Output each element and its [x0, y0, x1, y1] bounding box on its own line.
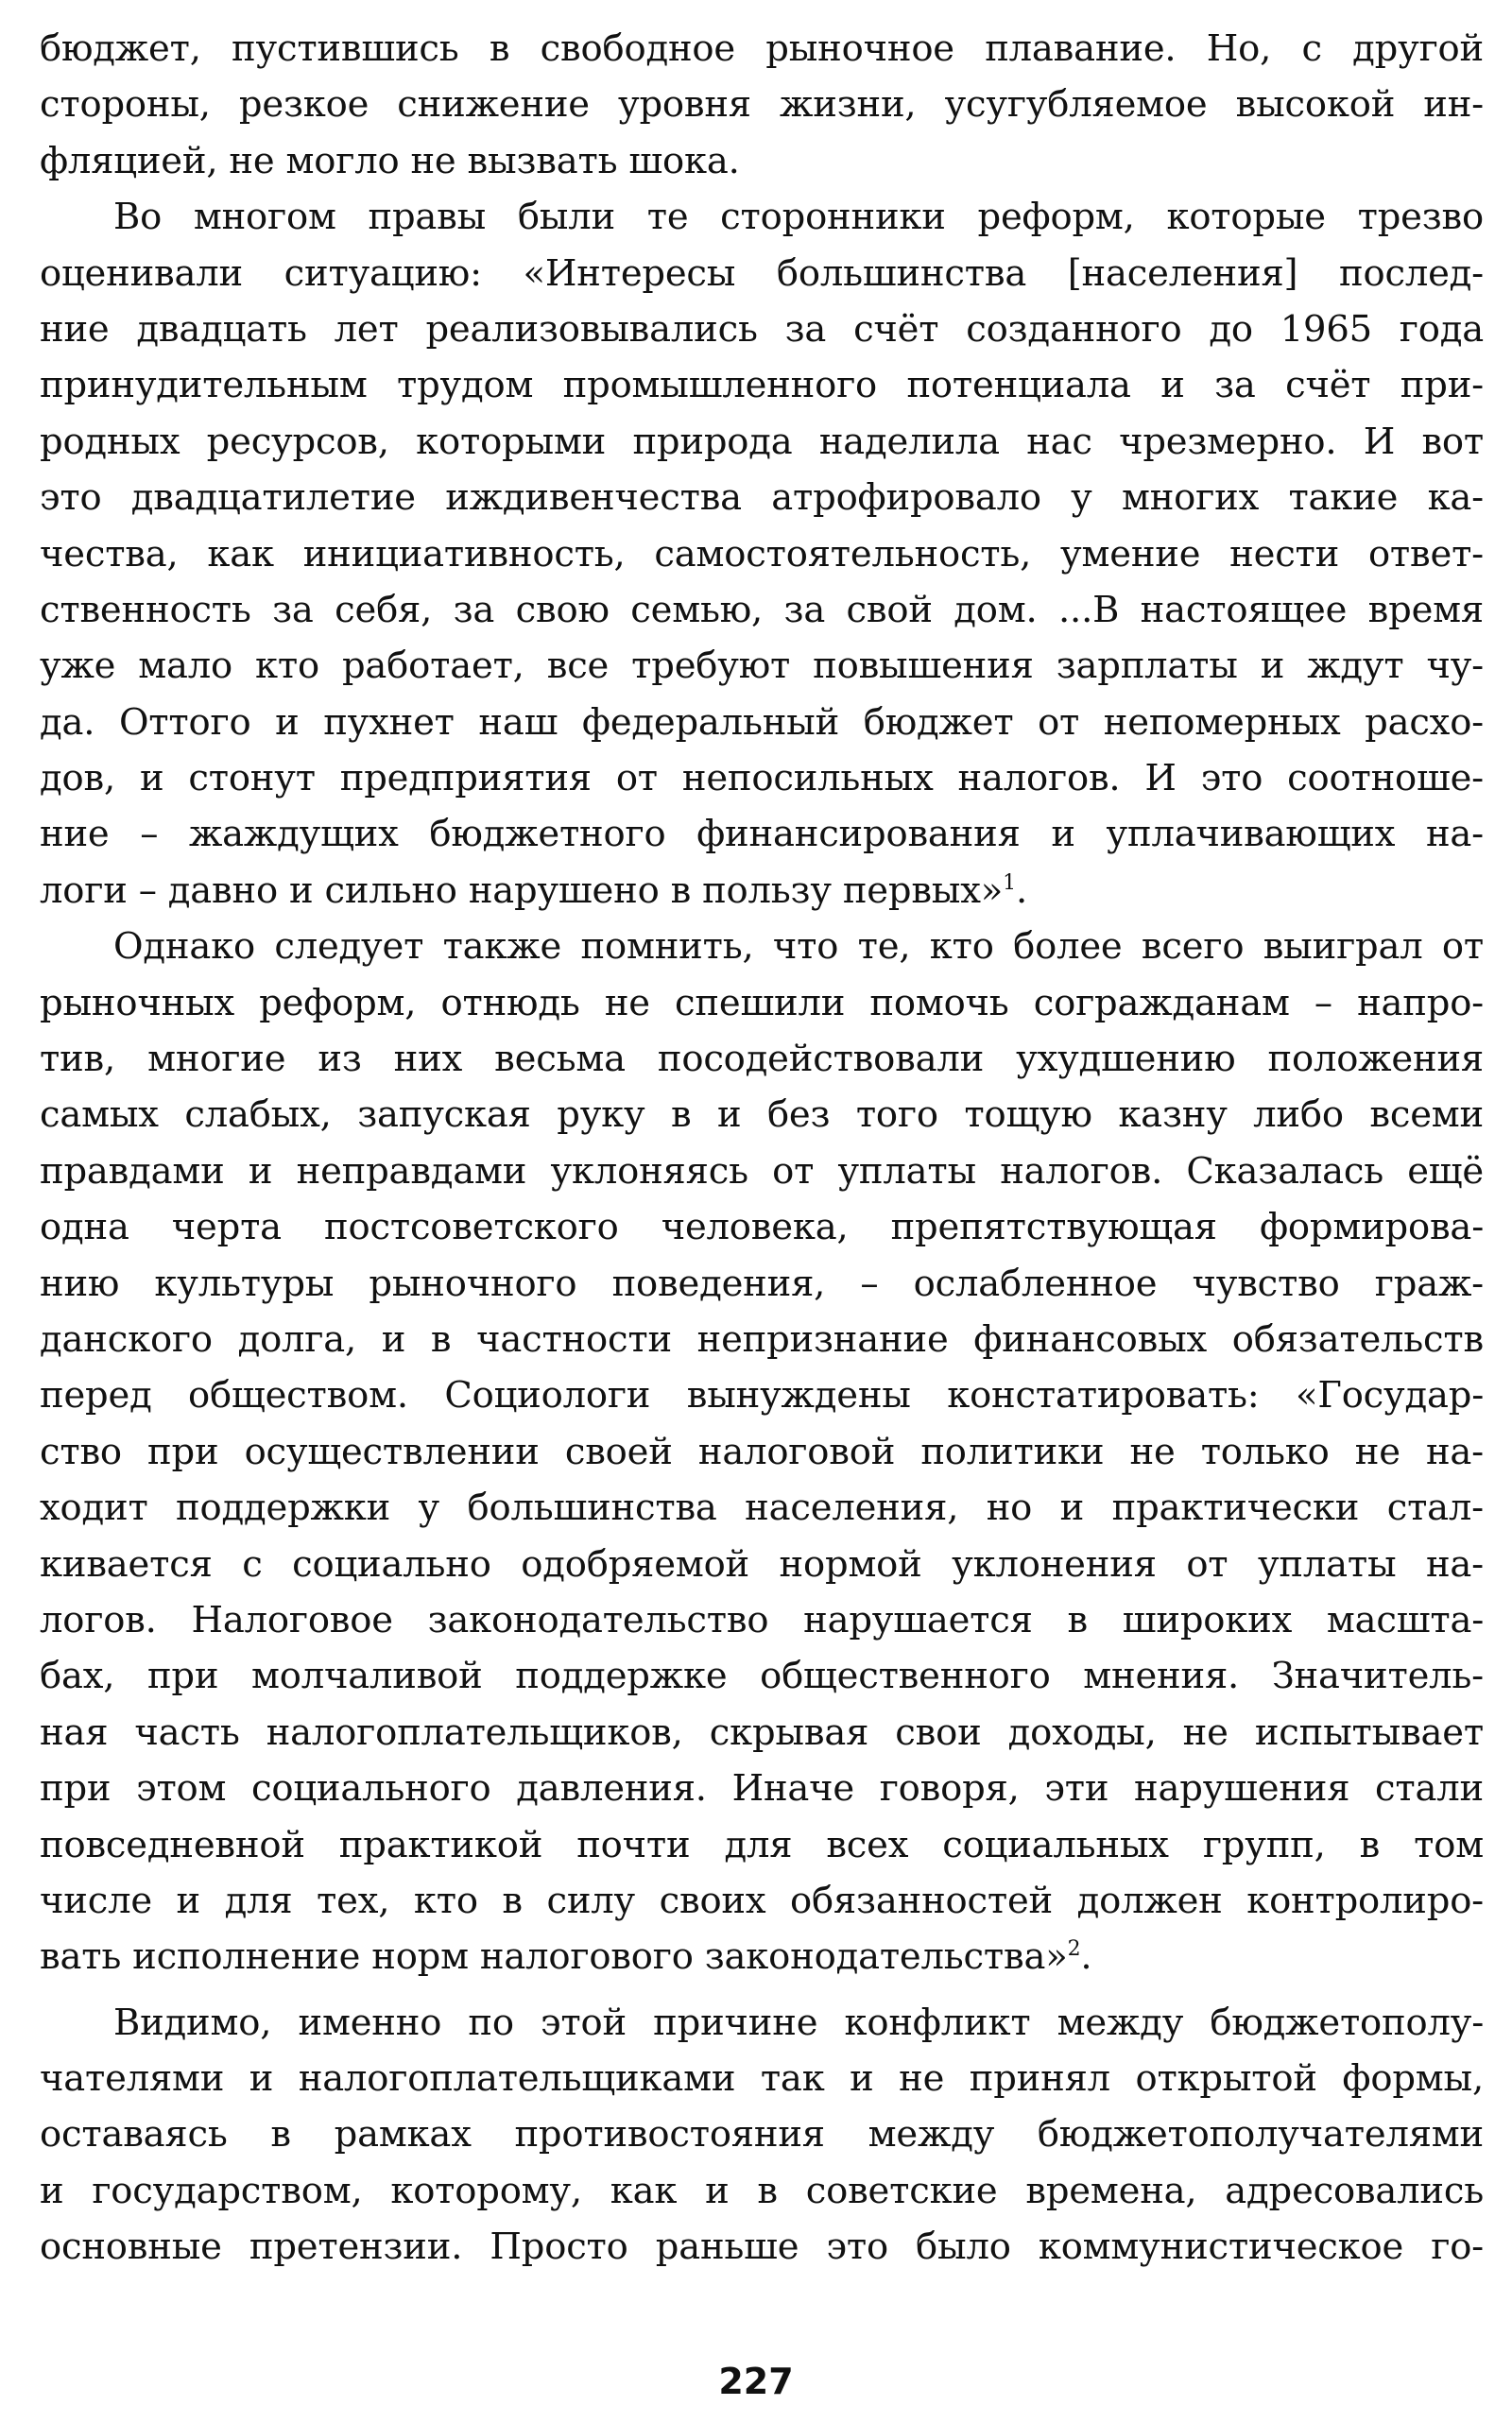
- text-line: ственность за себя, за свою семью, за свой дом. ...В настоящее время: [40, 588, 1484, 631]
- text-line: при этом социального давления. Иначе говоря, эти нарушения стали: [40, 1767, 1484, 1811]
- text-line: ная часть налогоплательщиков, скрывая свои доходы, не испытывает: [40, 1710, 1484, 1754]
- text-line-content: вать исполнение норм налогового законодательства»: [40, 1935, 1068, 1979]
- text-line: ходит поддержки у большинства населения, но и практически стал-: [40, 1486, 1484, 1530]
- text-line: оценивали ситуацию: «Интересы большинства [населения] послед-: [40, 251, 1484, 295]
- text-line: родных ресурсов, которыми природа наделила нас чрезмерно. И вот: [40, 420, 1484, 463]
- text-line: чества, как инициативность, самостоятельность, умение нести ответ-: [40, 532, 1484, 576]
- text-line: это двадцатилетие иждивенчества атрофировало у многих такие ка-: [40, 476, 1484, 520]
- text-line: Во многом правы были те сторонники реформ, которые трезво: [113, 196, 1484, 239]
- text-line: ние двадцать лет реализовывались за счёт созданного до 1965 года: [40, 307, 1484, 351]
- text-line: дов, и стонут предприятия от непосильных налогов. И это соотноше-: [40, 757, 1484, 800]
- text-line: перед обществом. Социологи вынуждены констатировать: «Государ-: [40, 1374, 1484, 1418]
- text-line: оставаясь в рамках противостояния между бюджетополучателями: [40, 2113, 1484, 2157]
- paragraph-2: [40, 189, 1484, 919]
- text-line: Однако следует также помнить, что те, кто более всего выиграл от: [113, 925, 1484, 969]
- footnote-marker: 2: [1067, 1937, 1081, 1962]
- text-line: бюджет, пустившись в свободное рыночное плавание. Но, с другой: [40, 27, 1484, 70]
- text-line: логи – давно и сильно нарушено в пользу первых»$^1$.: [40, 868, 1027, 912]
- text-line: кивается с социально одобряемой нормой уклонения от уплаты на-: [40, 1542, 1484, 1586]
- text-line: тив, многие из них весьма посодействовали ухудшению положения: [40, 1038, 1484, 1081]
- text-line: нию культуры рыночного поведения, – ослабленное чувство граж-: [40, 1262, 1484, 1305]
- text-line: логов. Налоговое законодательство нарушается в широких масшта-: [40, 1598, 1484, 1641]
- text-line: правдами и неправдами уклоняясь от уплаты налогов. Сказалась ещё: [40, 1149, 1484, 1193]
- text-line: данского долга, и в частности непризнание финансовых обязательств: [40, 1317, 1484, 1361]
- text-line: самых слабых, запуская руку в и без того тощую казну либо всеми: [40, 1093, 1484, 1137]
- text-line: бах, при молчаливой поддержке общественного мнения. Значитель-: [40, 1655, 1484, 1698]
- book-page: [40, 21, 1484, 2270]
- text-line: одна черта постсоветского человека, препятствующая формирова-: [40, 1206, 1484, 1249]
- page-number: 227: [718, 2361, 794, 2402]
- text-line: числе и для тех, кто в силу своих обязанностей должен контролиро-: [40, 1879, 1484, 1922]
- text-line: фляцией, не могло не вызвать шока.: [40, 139, 740, 182]
- footnote-marker: 1: [1003, 871, 1016, 896]
- text-line: Видимо, именно по этой причине конфликт между бюджетополу-: [113, 2001, 1484, 2044]
- paragraph-1: [40, 21, 1484, 189]
- text-line: принудительным трудом промышленного потенциала и за счёт при-: [40, 364, 1484, 407]
- paragraph-4: [40, 1995, 1484, 2276]
- text-line: рыночных реформ, отнюдь не спешили помочь согражданам – напро-: [40, 981, 1484, 1024]
- paragraph-3: [40, 919, 1484, 1985]
- text-line-content: логи – давно и сильно нарушено в пользу первых»: [40, 868, 1004, 912]
- text-line: вать исполнение норм налогового законодательства»$^2$.: [40, 1935, 1092, 1979]
- paragraph-spacing: [40, 1985, 1484, 1995]
- text-line: основные претензии. Просто раньше это было коммунистическое го-: [40, 2225, 1484, 2269]
- text-line: уже мало кто работает, все требуют повышения зарплаты и ждут чу-: [40, 644, 1484, 688]
- text-line: ство при осуществлении своей налоговой политики не только не на-: [40, 1430, 1484, 1473]
- text-line: да. Оттого и пухнет наш федеральный бюджет от непомерных расхо-: [40, 700, 1484, 744]
- text-line: стороны, резкое снижение уровня жизни, усугубляемое высокой ин-: [40, 83, 1484, 127]
- text-line: повседневной практикой почти для всех социальных групп, в том: [40, 1823, 1484, 1866]
- text-line: ние – жаждущих бюджетного финансирования и уплачивающих на-: [40, 813, 1484, 856]
- text-line: и государством, которому, как и в советские времена, адресовались: [40, 2169, 1484, 2212]
- text-line: чателями и налогоплательщиками так и не принял открытой формы,: [40, 2057, 1484, 2101]
